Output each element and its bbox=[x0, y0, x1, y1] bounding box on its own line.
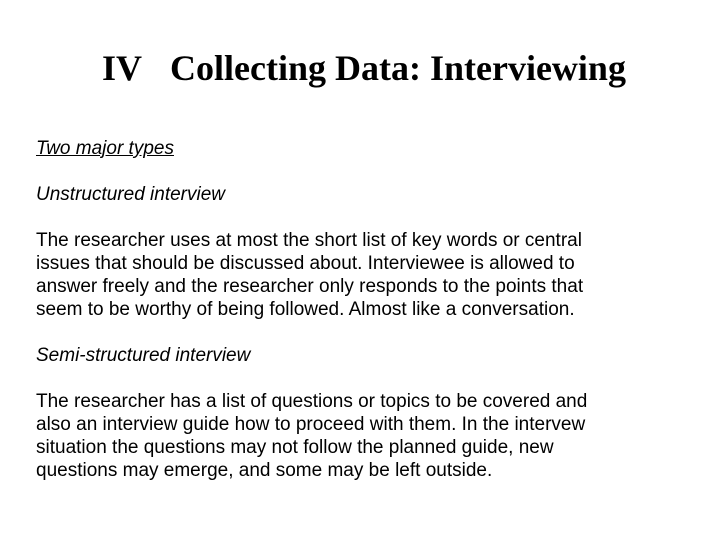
slide-body bbox=[36, 137, 696, 505]
unstructured-heading: Unstructured interview bbox=[36, 184, 226, 205]
paragraph-line: situation the questions may not follow the planned guide, new bbox=[36, 437, 554, 458]
slide-title bbox=[0, 46, 728, 90]
types-heading: Two major types bbox=[36, 138, 174, 159]
paragraph-line: answer freely and the researcher only responds to the points that bbox=[36, 276, 584, 297]
paragraph-line: The researcher has a list of questions or topics to be covered and bbox=[36, 391, 588, 412]
unstructured-paragraph bbox=[36, 229, 696, 321]
title-text: Collecting Data: Interviewing bbox=[170, 48, 626, 88]
section-number: IV bbox=[102, 48, 143, 88]
semi-structured-paragraph bbox=[36, 390, 696, 482]
paragraph-line: The researcher uses at most the short list of key words or central bbox=[36, 230, 582, 251]
paragraph-line: questions may emerge, and some may be left outside. bbox=[36, 460, 493, 481]
semi-structured-heading: Semi-structured interview bbox=[36, 345, 251, 366]
paragraph-line: issues that should be discussed about. Interviewee is allowed to bbox=[36, 253, 575, 274]
paragraph-line: seem to be worthy of being followed. Almost like a conversation. bbox=[36, 299, 575, 320]
paragraph-line: also an interview guide how to proceed with them. In the intervew bbox=[36, 414, 586, 435]
